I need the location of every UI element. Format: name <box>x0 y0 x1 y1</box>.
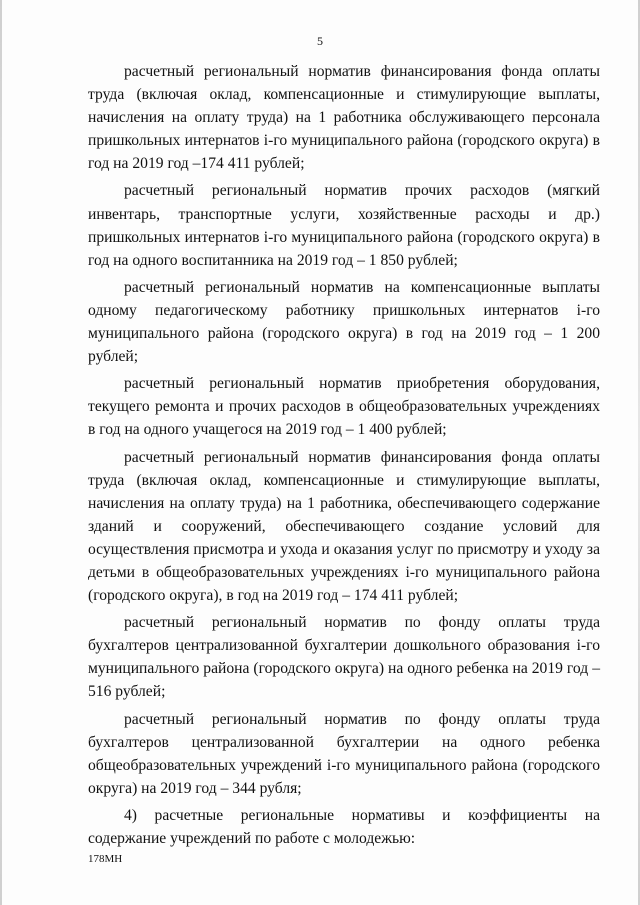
footer-document-code: 178МН <box>88 853 123 865</box>
page-number: 5 <box>317 34 323 48</box>
document-body <box>88 60 600 854</box>
paragraph-compensation-payments-norm: расчетный региональный норматив на компенсационные выплаты одному педагогическому работнику пришкольных интернатов i-го муниципального района (городского округа) в год на 2019 год – 1 200 рублей; <box>88 278 600 366</box>
paragraph-service-staff-wage-norm: расчетный региональный норматив финансирования фонда оплаты труда (включая оклад, компенсационные и стимулирующие выплаты, начисления на оплату труда) на 1 работника обслуживающего персонала пришкольных интернатов i-го муниципального района (городского округа) в год на 2019 год –174 411 рублей; <box>88 63 600 173</box>
scan-edge-left <box>0 0 2 905</box>
paragraph-preschool-accountants-norm: расчетный региональный норматив по фонду оплаты труда бухгалтеров централизованной бухгалтерии дошкольного образования i-го муниципального района (городского округа) на одного ребенка на 2019 год –516 рублей; <box>88 614 600 701</box>
paragraph-youth-institutions-heading: 4) расчетные региональные нормативы и коэффициенты на содержание учреждений по работе с молодежью: <box>88 806 600 847</box>
paragraph-school-accountants-norm: расчетный региональный норматив по фонду оплаты труда бухгалтеров централизованной бухгалтерии на одного ребенка общеобразовательных учреждений i-го муниципального района (городского округа) на 2019 год – 344 рубля; <box>88 710 600 797</box>
paragraph-maintenance-staff-wage-norm: расчетный региональный норматив финансирования фонда оплаты труда (включая оклад, компенсационные и стимулирующие выплаты, начисления на оплату труда) на 1 работника, обеспечивающего содержание зданий и сооружений, обеспечивающего создание условий для осуществления присмотра и ухода и оказания услуг по присмотру и уходу за детьми в общеобразовательных учреждениях i-го муниципального района (городского округа), в год на 2019 год – 174 411 рублей; <box>88 448 600 605</box>
paragraph-equipment-repair-norm: расчетный региональный норматив приобретения оборудования, текущего ремонта и прочих расходов в общеобразовательных учреждениях в год на одного учащегося на 2019 год – 1 400 рублей; <box>88 375 600 439</box>
paragraph-other-expenses-norm: расчетный региональный норматив прочих расходов (мягкий инвентарь, транспортные услуги, хозяйственные расходы и др.) пришкольных интернатов i-го муниципального района (городского округа) в год на одного воспитанника на 2019 год – 1 850 рублей; <box>88 182 600 269</box>
